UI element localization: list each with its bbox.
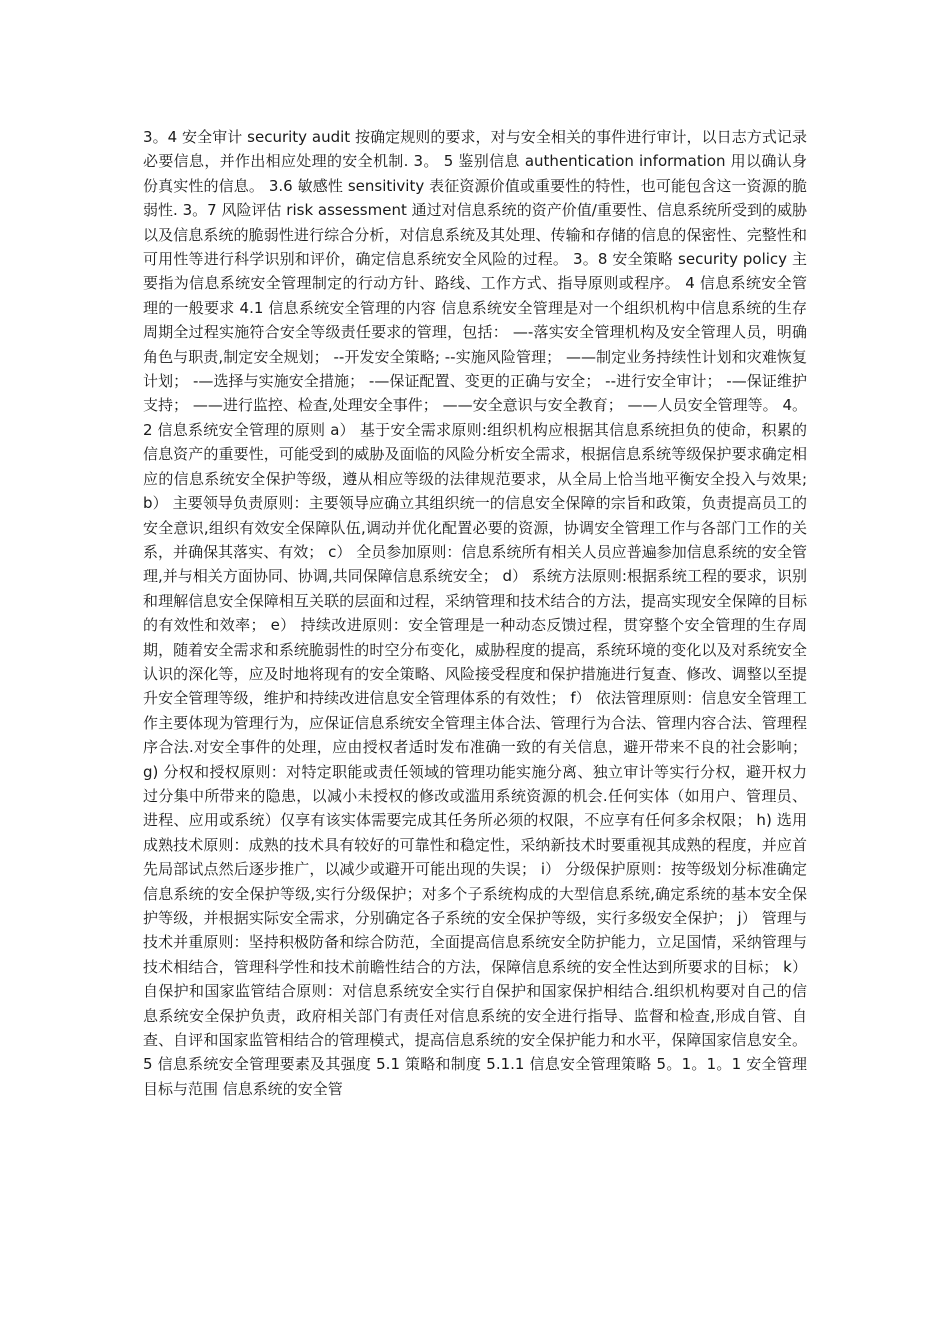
body-paragraph: 3。4 安全审计 security audit 按确定规则的要求，对与安全相关的事件进行审计，以日志方式记录必要信息，并作出相应处理的安全机制. 3。 5 鉴别信息 authentication information 用以确认身份真实性的信息。 3.6 敏感性 sensitivity 表征资源价值或重要性的特性，也可能包含这一资源的脆弱性. 3。7 风险评估 risk assessment 通过对信息系统的资产价值/重要性、信息系统所受到的威胁以及信息系统的脆弱性进行综合分析，对信息系统及其处理、传输和存储的信息的保密性、完整性和可用性等进行科学识别和评价，确定信息系统安全风险的过程。 3。8 安全策略 security policy 主要指为信息系统安全管理制定的行动方针、路线、工作方式、指导原则或程序。 4 信息系统安全管理的一般要求 4.1 信息系统安全管理的内容 信息系统安全管理是对一个组织机构中信息系统的生存周期全过程实施符合安全等级责任要求的管理，包括： —-落实安全管理机构及安全管理人员，明确角色与职责,制定安全规划； --开发安全策略; --实施风险管理； ——制定业务持续性计划和灾难恢复计划； -—选择与实施安全措施； -—保证配置、变更的正确与安全； --进行安全审计； -—保证维护支持； ——进行监控、检查,处理安全事件； ——安全意识与安全教育； ——人员安全管理等。 4。2 信息系统安全管理的原则 a） 基于安全需求原则:组织机构应根据其信息系统担负的使命，积累的信息资产的重要性，可能受到的威胁及面临的风险分析安全需求，根据信息系统等级保护要求确定相应的信息系统安全保护等级，遵从相应等级的法律规范要求，从全局上恰当地平衡安全投入与效果; b） 主要领导负责原则：主要领导应确立其组织统一的信息安全保障的宗旨和政策，负责提高员工的安全意识,组织有效安全保障队伍,调动并优化配置必要的资源，协调安全管理工作与各部门工作的关系，并确保其落实、有效； c） 全员参加原则：信息系统所有相关人员应普遍参加信息系统的安全管理,并与相关方面协同、协调,共同保障信息系统安全； d） 系统方法原则:根据系统工程的要求，识别和理解信息安全保障相互关联的层面和过程，采纳管理和技术结合的方法，提高实现安全保障的目标的有效性和效率； e） 持续改进原则：安全管理是一种动态反馈过程，贯穿整个安全管理的生存周期，随着安全需求和系统脆弱性的时空分布变化，威胁程度的提高，系统环境的变化以及对系统安全认识的深化等，应及时地将现有的安全策略、风险接受程度和保护措施进行复查、修改、调整以至提升安全管理等级，维护和持续改进信息安全管理体系的有效性； f） 依法管理原则：信息安全管理工作主要体现为管理行为，应保证信息系统安全管理主体合法、管理行为合法、管理内容合法、管理程序合法.对安全事件的处理，应由授权者适时发布准确一致的有关信息，避开带来不良的社会影响； g) 分权和授权原则：对特定职能或责任领域的管理功能实施分离、独立审计等实行分权，避开权力过分集中所带来的隐患，以减小未授权的修改或滥用系统资源的机会.任何实体（如用户、管理员、进程、应用或系统）仅享有该实体需要完成其任务所必须的权限，不应享有任何多余权限； h) 选用成熟技术原则：成熟的技术具有较好的可靠性和稳定性，采纳新技术时要重视其成熟的程度，并应首先局部试点然后逐步推广，以减少或避开可能出现的失误； i） 分级保护原则：按等级划分标准确定信息系统的安全保护等级,实行分级保护；对多个子系统构成的大型信息系统,确定系统的基本安全保护等级，并根据实际安全需求，分别确定各子系统的安全保护等级，实行多级安全保护； j） 管理与技术并重原则：坚持积极防备和综合防范，全面提高信息系统安全防护能力，立足国情，采纳管理与技术相结合，管理科学性和技术前瞻性结合的方法，保障信息系统的安全性达到所要求的目标； k） 自保护和国家监管结合原则：对信息系统安全实行自保护和国家保护相结合.组织机构要对自己的信息系统安全保护负责，政府相关部门有责任对信息系统的安全进行指导、监督和检查,形成自管、自查、自评和国家监管相结合的管理模式，提高信息系统的安全保护能力和水平，保障国家信息安全。 5 信息系统安全管理要素及其强度 5.1 策略和制度 5.1.1 信息安全管理策略 5。1。1。1 安全管理目标与范围 信息系统的安全管 — [143, 128, 807, 1098]
